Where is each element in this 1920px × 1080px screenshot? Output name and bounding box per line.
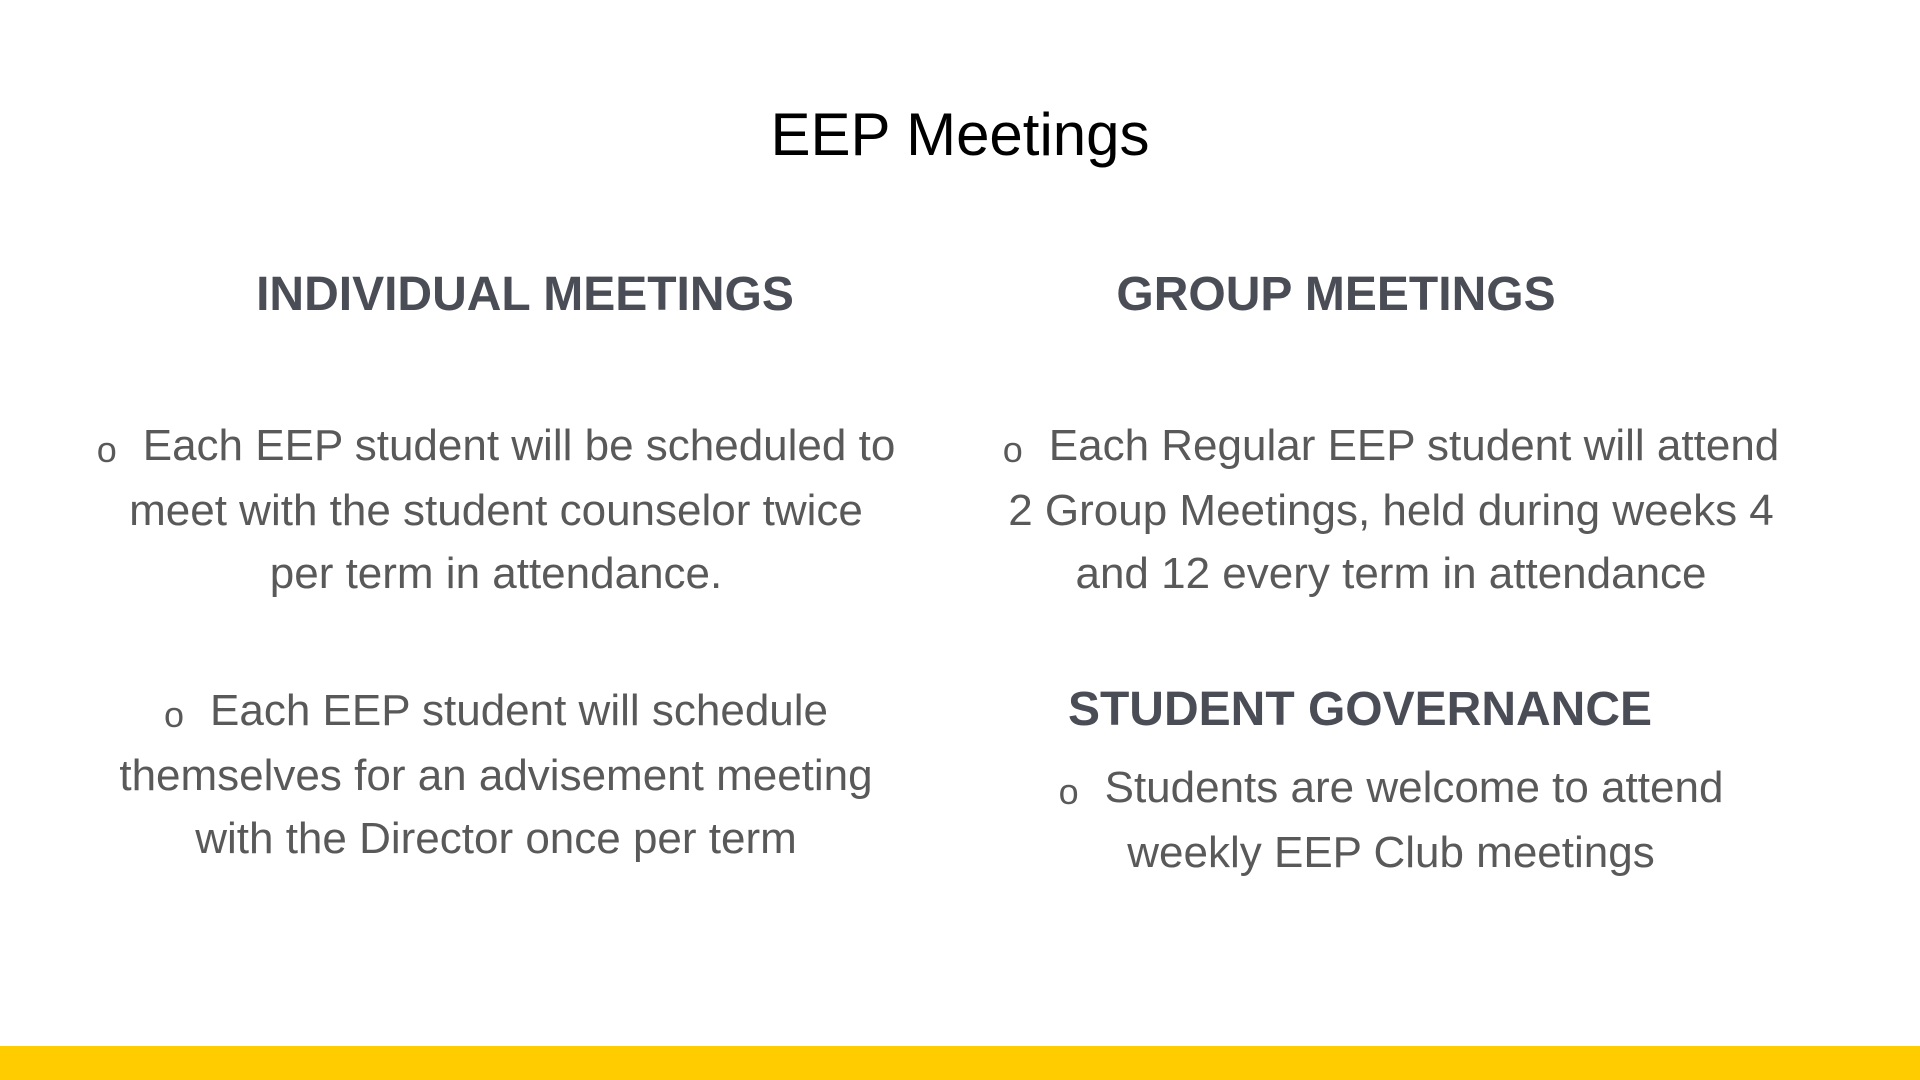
individual-bullet-1 [96, 414, 896, 605]
individual-bullet-1-text: Each EEP student will be scheduled to meet with the student counselor twice per term in attendance. [129, 421, 896, 598]
slide-title: EEP Meetings [770, 101, 1150, 168]
bullet-circle-icon: o [96, 429, 117, 470]
bullet-circle-icon: o [163, 694, 185, 735]
group-bullet-1 [991, 414, 1791, 605]
individual-bullet-2 [96, 679, 896, 870]
group-bullet-2-text: Students are welcome to attend weekly EEP Club meetings [1104, 763, 1724, 877]
footer-accent-bar [0, 1046, 1920, 1080]
group-meetings-heading: GROUP MEETINGS [1116, 268, 1556, 321]
individual-meetings-heading: INDIVIDUAL MEETINGS [256, 268, 794, 321]
bullet-circle-icon: o [1058, 771, 1079, 812]
group-bullet-2 [991, 756, 1791, 884]
group-bullet-1-text: Each Regular EEP student will attend 2 Group Meetings, held during weeks 4 and 12 every term in attendance [1008, 421, 1780, 598]
student-governance-heading: STUDENT GOVERNANCE [1067, 683, 1653, 736]
bullet-circle-icon: o [1002, 429, 1023, 470]
individual-bullet-2-text: Each EEP student will schedule themselves for an advisement meeting with the Director once per term [119, 686, 873, 863]
